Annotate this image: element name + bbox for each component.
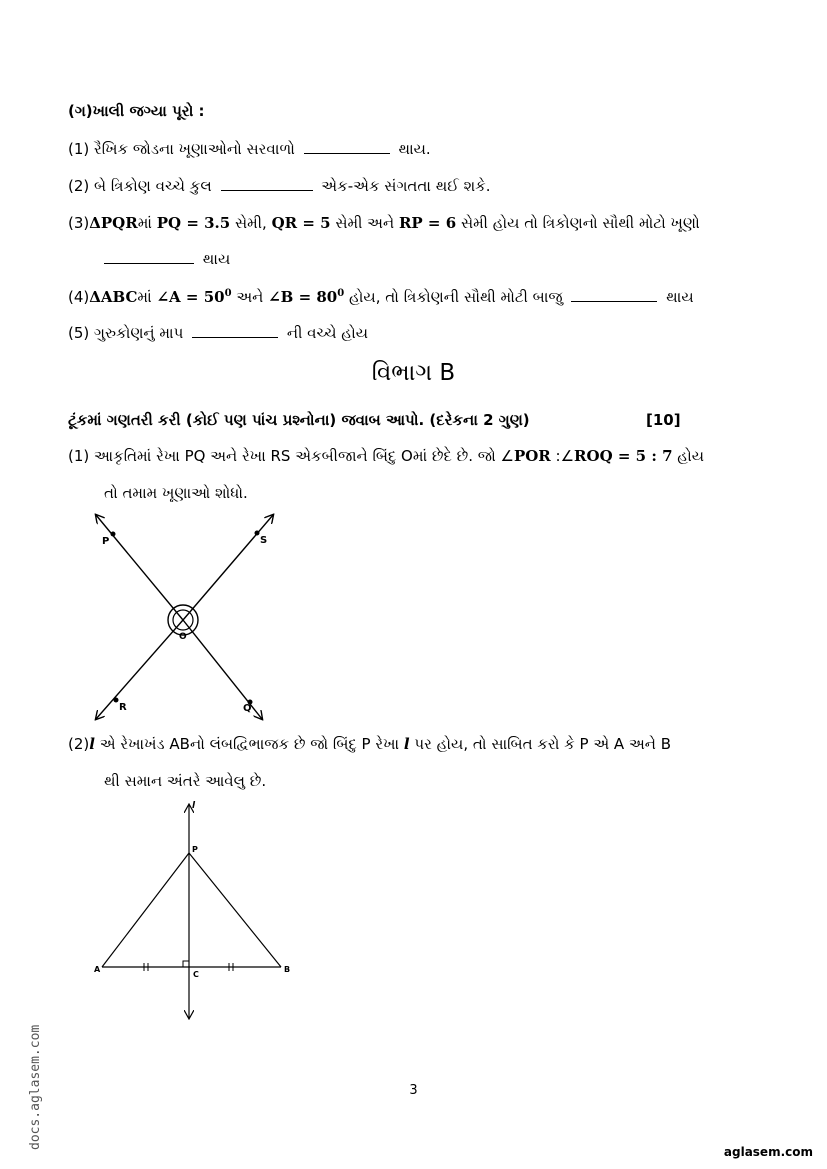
- point-s: [255, 531, 260, 536]
- label-s: S: [260, 535, 268, 546]
- fill-blank: [304, 141, 390, 154]
- label-a: A: [94, 965, 101, 974]
- right-angle-mark: [183, 961, 189, 967]
- question-c3-cont: થાય: [104, 250, 230, 268]
- fill-blank: [104, 251, 194, 264]
- figure-perpendicular-bisector: [88, 795, 303, 1025]
- label-b: B: [284, 965, 291, 974]
- page-number: 3: [409, 1083, 418, 1098]
- section-b-heading: વિભાગ B: [371, 360, 456, 386]
- segment-pa: [102, 853, 189, 967]
- question-c2: (2) બે ત્રિકોણ વચ્ચે કુલ એક-એક સંગતતા થઈ શકે.: [68, 177, 491, 195]
- question-number: (1): [68, 140, 90, 158]
- label-r: R: [119, 702, 127, 713]
- point-p: [111, 532, 116, 537]
- line-rs: [183, 515, 273, 620]
- section-c-title: (ગ)ખાલી જગ્યા પૂરો :: [68, 102, 205, 120]
- line-rs: [96, 620, 183, 719]
- label-q: Q: [243, 703, 252, 714]
- question-number: (2): [68, 177, 90, 195]
- fill-blank: [571, 289, 657, 302]
- label-c: C: [193, 970, 199, 979]
- question-number: (1): [68, 447, 90, 465]
- question-b2: (2)l એ રેખાખંડ ABનો લંબદ્વિભાજક છે જો બિંદુ P રેખા l પર હોય, તો સાબિત કરો કે P એ A અને B: [68, 735, 672, 753]
- label-o: O: [179, 632, 187, 642]
- fill-blank: [192, 325, 278, 338]
- question-c4: (4)ΔABCમાં ∠A = $50^0$ અને ∠B = $80^0$ હોય, તો ત્રિકોણની સૌથી મોટી બાજુ થાય: [68, 288, 694, 306]
- line-pq: [96, 515, 183, 620]
- question-number: (4): [68, 288, 90, 306]
- question-number: (3): [68, 214, 90, 232]
- question-number: (5): [68, 324, 90, 342]
- label-l: l: [192, 801, 196, 811]
- question-c3: (3)ΔPQRમાં PQ = 3.5 સેમી, QR = 5 સેમી અને RP = 6 સેમી હોય તો ત્રિકોણનો સૌથી મોટો ખૂણો: [68, 214, 700, 232]
- point-r: [114, 698, 119, 703]
- figure-intersecting-lines: [80, 505, 290, 730]
- question-b1-cont: તો તમામ ખૂણાઓ શોધો.: [104, 484, 248, 502]
- question-b1: (1) આકૃતિમાં રેખા PQ અને રેખા RS એકબીજાને બિંદુ Oમાં છેદે છે. જો ∠POR :∠ROQ = 5 : 7 હોય: [68, 447, 704, 465]
- label-p: P: [192, 845, 198, 854]
- label-p: P: [102, 536, 110, 547]
- segment-pb: [189, 853, 281, 967]
- question-c1: (1) રૈખિક જોડના ખૂણાઓનો સરવાળો થાય.: [68, 140, 431, 158]
- question-c5: (5) ગુરુકોણનું માપ ની વચ્ચે હોય: [68, 324, 368, 342]
- question-b2-cont: થી સમાન અંતરે આવેલુ છે.: [104, 772, 267, 790]
- side-watermark: docs.aglasem.com: [28, 1024, 43, 1150]
- footer-brand: aglasem.com: [723, 1145, 813, 1159]
- question-number: (2): [68, 735, 90, 753]
- fill-blank: [221, 178, 313, 191]
- section-b-instruction: ટૂંકમાં ગણતરી કરી (કોઈ પણ પાંચ પ્રશ્નોના) જવાબ આપો. (દરેકના 2 ગુણ): [68, 411, 530, 429]
- section-b-marks: [10]: [646, 411, 681, 429]
